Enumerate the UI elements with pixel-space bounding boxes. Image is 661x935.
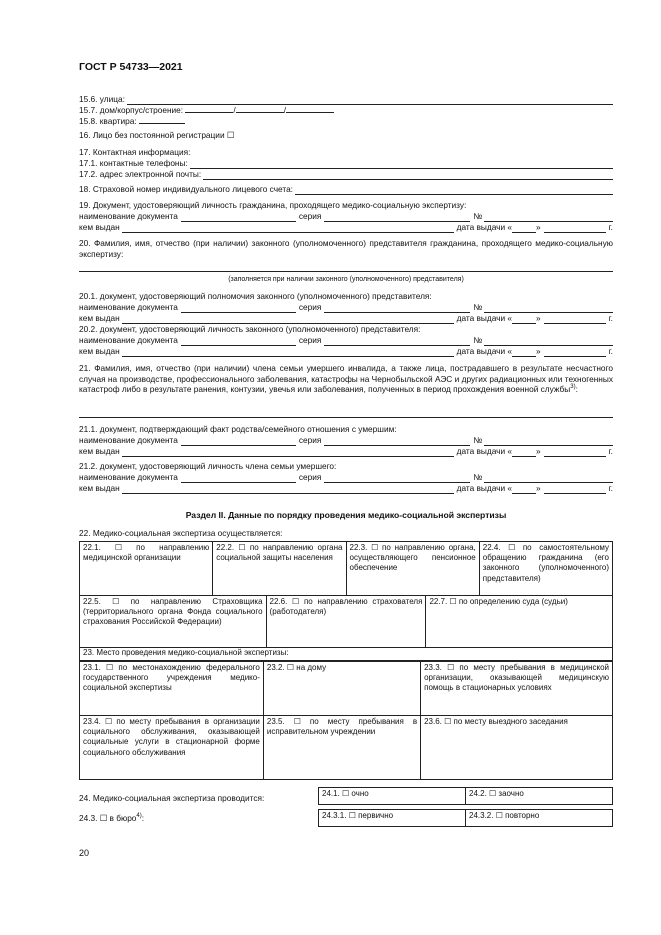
issued-row-20-2 [79, 346, 613, 357]
option-24-3-1[interactable]: 24.3.1. ☐ первично [319, 810, 466, 827]
issued-by-label: кем выдан [79, 313, 120, 323]
blank-line[interactable] [286, 104, 334, 113]
label-21-text: 21. Фамилия, имя, отчество (при наличии) члена семьи умершего инвалида, а также лица, пострадавшего в результате несчастного случая на производстве, профессионального заболевания, катастрофы на Чернобыльской АЭС и других радиационных или техногенных катастроф либо в результате ранения, контузии, увечья или заболевания, полученных в период прохождения военной службы [79, 363, 613, 395]
date-mid: » [536, 222, 541, 232]
label-17-contacts: 17. Контактная информация: [79, 147, 191, 157]
blank-line[interactable] [512, 315, 536, 324]
blank-line[interactable] [122, 348, 454, 357]
issued-by-label: кем выдан [79, 222, 120, 232]
label-24-3-colon: : [141, 813, 145, 823]
label-15-6: 15.6. улица: [79, 94, 125, 104]
label-17-1: 17.1. контактные телефоны: [79, 158, 188, 168]
series-label: серия [298, 472, 322, 482]
series-label: серия [298, 335, 322, 345]
label-21-2: 21.2. документ, удостоверяющий личность члена семьи умершего: [79, 461, 337, 471]
issue-date-label: дата выдачи « [456, 222, 513, 232]
page-header: ГОСТ Р 54733—2021 [79, 61, 183, 73]
label-24-3[interactable] [79, 813, 144, 824]
footnote-ref-4: 4) [136, 813, 142, 820]
blank-line[interactable] [512, 485, 536, 494]
footnote-ref-3: 3) [570, 384, 576, 391]
doc-name-label: наименование документа [79, 335, 178, 345]
issued-by-label: кем выдан [79, 446, 120, 456]
blank-line[interactable] [324, 474, 470, 483]
table-22-b [79, 595, 613, 648]
label-20: 20. Фамилия, имя, отчество (при наличии) законного (уполномоченного) представителя гражданина, проходящего медико-социальную экспертизу: [79, 238, 613, 259]
label-15-7: 15.7. дом/корпус/строение: [79, 105, 184, 115]
issued-by-label: кем выдан [79, 483, 120, 493]
series-label: серия [298, 211, 322, 221]
year-suffix: г. [608, 313, 613, 323]
blank-line[interactable] [544, 348, 606, 357]
label-21-1: 21.1. документ, подтверждающий факт родства/семейного отношения с умершим: [79, 424, 397, 434]
page-number: 20 [79, 848, 90, 858]
blank-line[interactable] [544, 315, 606, 324]
label-15-8: 15.8. квартира: [79, 116, 137, 126]
doc-name-label: наименование документа [79, 435, 178, 445]
blank-line[interactable] [181, 213, 296, 222]
number-label: № [473, 211, 483, 221]
option-22-3[interactable]: 22.3. ☐ по направлению органа, осуществляющего пенсионное обеспечение [346, 542, 479, 596]
option-23-1[interactable]: 23.1. ☐ по местонахождению федерального государственного учреждения медико-социальной экспертизы [80, 662, 264, 716]
table-24-3 [318, 809, 613, 827]
label-24-3-text: 24.3. ☐ в бюро [79, 813, 137, 823]
year-suffix: г. [608, 222, 613, 232]
option-22-4[interactable]: 22.4. ☐ по самостоятельному обращению гражданина (его законного (уполномоченного) представителя) [479, 542, 612, 596]
label-21-colon: : [575, 384, 578, 395]
field-17-2-email [79, 169, 613, 180]
blank-line[interactable] [79, 263, 613, 272]
issue-date-label: дата выдачи « [456, 446, 513, 456]
blank-line[interactable] [324, 337, 470, 346]
number-label: № [473, 335, 483, 345]
field-17-1-phones [79, 158, 613, 169]
series-label: серия [298, 435, 322, 445]
blank-line[interactable] [203, 171, 613, 180]
blank-line[interactable] [122, 315, 454, 324]
date-mid: » [536, 446, 541, 456]
field-18-snils [79, 184, 613, 195]
doc-row-20-1 [79, 302, 613, 313]
date-mid: » [536, 313, 541, 323]
doc-name-label: наименование документа [79, 472, 178, 482]
number-label: № [473, 472, 483, 482]
blank-line[interactable] [544, 448, 606, 457]
blank-line[interactable] [181, 304, 296, 313]
issue-date-label: дата выдачи « [456, 313, 513, 323]
blank-line[interactable] [79, 409, 613, 418]
doc-row-20-2 [79, 335, 613, 346]
blank-line[interactable] [484, 337, 613, 346]
caption-20: (заполняется при наличии законного (уполномоченного) представителя) [228, 276, 464, 283]
blank-line[interactable] [139, 115, 185, 124]
issued-row-20-1 [79, 313, 613, 324]
option-23-3[interactable]: 23.3. ☐ по месту пребывания в медицинской организации, оказывающей медицинскую помощь в стационарных условиях [421, 662, 613, 716]
table-24 [318, 787, 613, 805]
doc-row-21-2 [79, 472, 613, 483]
table-22 [79, 541, 613, 596]
option-24-2[interactable]: 24.2. ☐ заочно [466, 788, 613, 805]
blank-line[interactable] [122, 485, 454, 494]
field-15-7-house: 15.7. дом/корпус/строение: / / [79, 104, 334, 116]
doc-row-21-1 [79, 435, 613, 446]
blank-line[interactable] [484, 213, 613, 222]
label-21 [79, 363, 613, 395]
table-23 [79, 661, 613, 780]
number-label: № [473, 435, 483, 445]
table-23-label-row [79, 647, 613, 661]
issued-row-19 [79, 222, 613, 233]
blank-line[interactable] [181, 474, 296, 483]
blank-line[interactable] [181, 437, 296, 446]
blank-line[interactable] [512, 448, 536, 457]
issued-row-21-1 [79, 446, 613, 457]
year-suffix: г. [608, 346, 613, 356]
option-22-7[interactable]: 22.7. ☐ по определению суда (судьи) [426, 596, 613, 648]
option-24-1[interactable]: 24.1. ☐ очно [319, 788, 466, 805]
issued-by-label: кем выдан [79, 346, 120, 356]
option-23-5[interactable]: 23.5. ☐ по месту пребывания в исправительном учреждении [263, 716, 420, 780]
blank-line[interactable] [484, 437, 613, 446]
number-label: № [473, 302, 483, 312]
option-22-6[interactable]: 22.6. ☐ по направлению страхователя (работодателя) [266, 596, 426, 648]
section-title: Раздел II. Данные по порядку проведения медико-социальной экспертизы [185, 510, 507, 520]
blank-line[interactable] [181, 337, 296, 346]
blank-line[interactable] [122, 224, 454, 233]
blank-line[interactable] [236, 104, 284, 113]
blank-line[interactable] [324, 304, 470, 313]
blank-line[interactable] [512, 224, 536, 233]
label-20-1: 20.1. документ, удостоверяющий полномочия законного (уполномоченного) представителя: [79, 291, 432, 301]
label-23: 23. Место проведения медико-социальной экспертизы: [80, 647, 613, 660]
blank-line[interactable] [324, 437, 470, 446]
issue-date-label: дата выдачи « [456, 483, 513, 493]
blank-line[interactable] [122, 448, 454, 457]
label-18: 18. Страховой номер индивидуального лицевого счета: [79, 184, 293, 194]
label-24: 24. Медико-социальная экспертиза проводится: [79, 793, 265, 803]
blank-line[interactable] [484, 304, 613, 313]
blank-line[interactable] [324, 213, 470, 222]
blank-line[interactable] [295, 186, 613, 195]
issue-date-label: дата выдачи « [456, 346, 513, 356]
issued-row-21-2 [79, 483, 613, 494]
label-20-2: 20.2. документ, удостоверяющий личность законного (уполномоченного) представителя: [79, 324, 421, 334]
option-23-4[interactable]: 23.4. ☐ по месту пребывания в организации социального обслуживания, оказывающей социальные услуги в стационарной форме социального обслуживания [80, 716, 264, 780]
year-suffix: г. [608, 446, 613, 456]
date-mid: » [536, 346, 541, 356]
option-22-2[interactable]: 22.2. ☐ по направлению органа социальной защиты населения [213, 542, 346, 596]
option-22-1[interactable]: 22.1. ☐ по направлению медицинской организации [80, 542, 213, 596]
doc-row-19 [79, 211, 613, 222]
field-16-no-registration[interactable]: 16. Лицо без постоянной регистрации ☐ [79, 130, 235, 140]
blank-line[interactable] [190, 160, 613, 169]
label-17-2: 17.2. адрес электронной почты: [79, 169, 202, 179]
option-22-5[interactable]: 22.5. ☐ по направлению Страховщика (территориального органа Фонда социального страхования Российской Федерации) [80, 596, 267, 648]
option-23-6[interactable]: 23.6. ☐ по месту выездного заседания [421, 716, 613, 780]
field-15-8-apartment [79, 115, 185, 127]
blank-line[interactable] [512, 348, 536, 357]
blank-line[interactable] [544, 485, 606, 494]
blank-line[interactable] [484, 474, 613, 483]
field-15-6-street [79, 94, 613, 105]
blank-line[interactable] [185, 104, 233, 113]
blank-line[interactable] [544, 224, 606, 233]
doc-name-label: наименование документа [79, 211, 178, 221]
year-suffix: г. [608, 483, 613, 493]
date-mid: » [536, 483, 541, 493]
option-24-3-2[interactable]: 24.3.2. ☐ повторно [466, 810, 613, 827]
option-23-2[interactable]: 23.2. ☐ на дому [263, 662, 420, 716]
series-label: серия [298, 302, 322, 312]
doc-name-label: наименование документа [79, 302, 178, 312]
label-22: 22. Медико-социальная экспертиза осуществляется: [79, 528, 283, 538]
label-19: 19. Документ, удостоверяющий личность гражданина, проходящего медико-социальную экспертизу: [79, 200, 467, 210]
